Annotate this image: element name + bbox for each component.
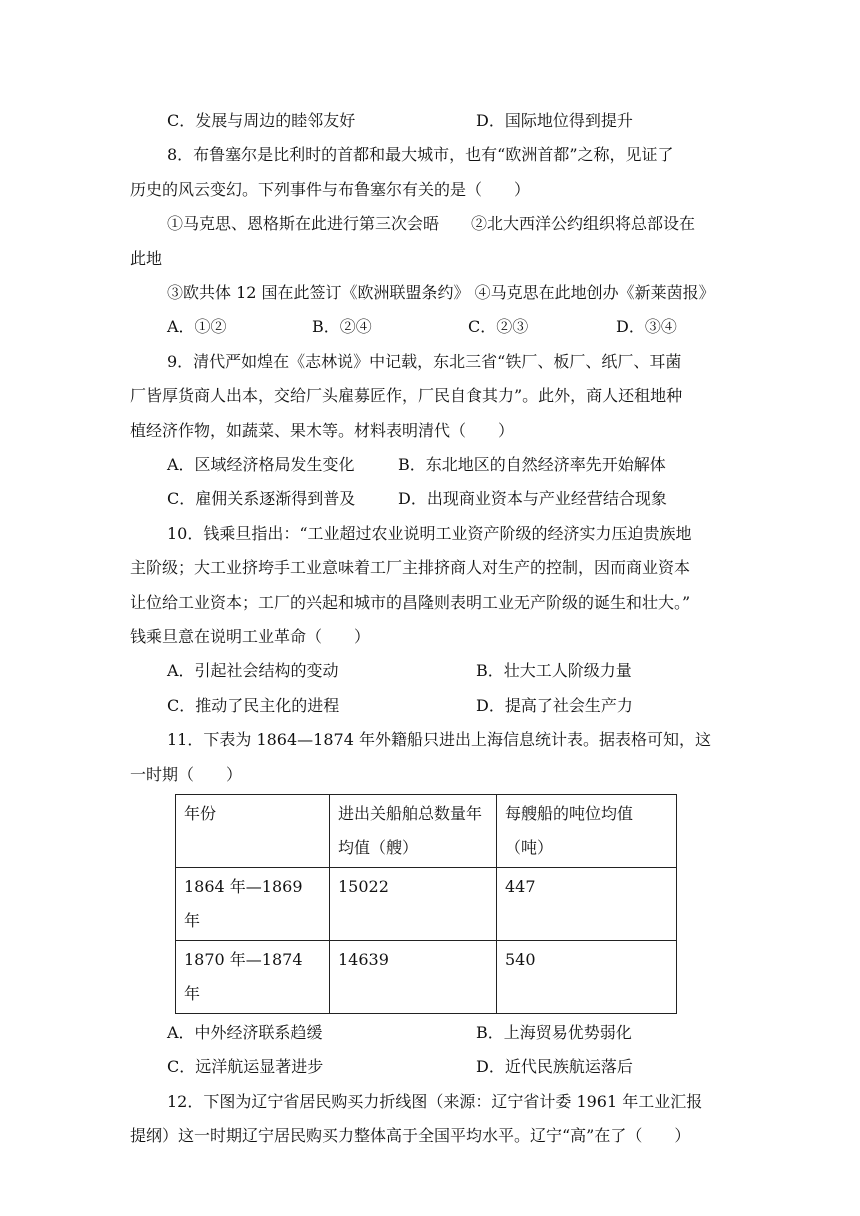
q7-choices-cd xyxy=(130,104,735,138)
q8-choices xyxy=(130,310,735,344)
shipping-stats-table xyxy=(175,794,677,1014)
q8-option-d[interactable]: D．③④ xyxy=(616,317,677,337)
q10-option-c[interactable]: C．推动了民主化的进程 xyxy=(167,695,340,715)
table-cell: 15022 xyxy=(330,868,497,941)
q10-choices-ab xyxy=(130,654,735,688)
q7-option-d[interactable]: D．国际地位得到提升 xyxy=(476,111,633,130)
q8-stem-line-1: 8．布鲁塞尔是比利时的首都和最大城市，也有“欧洲首都”之称，见证了 xyxy=(167,145,674,165)
table-cell: 14639 xyxy=(330,941,497,1014)
q9-option-c[interactable]: C．雇佣关系逐渐得到普及 xyxy=(167,489,356,509)
q8-option-b[interactable]: B．②④ xyxy=(312,317,372,337)
q9-option-a[interactable]: A．区域经济格局发生变化 xyxy=(167,455,355,475)
table-header-cell: 年份 xyxy=(176,795,330,868)
q9-stem-line-1: 9．清代严如煌在《志林说》中记载，东北三省“铁厂、板厂、纸厂、耳菌 xyxy=(167,351,682,371)
table-header-row xyxy=(176,795,677,868)
table-cell: 447 xyxy=(497,868,677,941)
q11-option-d[interactable]: D．近代民族航运落后 xyxy=(476,1057,633,1077)
q11-option-c[interactable]: C．远洋航运显著进步 xyxy=(167,1057,324,1077)
q8-items-line-2: 此地 xyxy=(130,248,163,268)
q8-items-line-1: ①马克思、恩格斯在此进行第三次会晤 ②北大西洋公约组织将总部设在 xyxy=(167,214,696,234)
table-header-cell: 进出关船舶总数量年均值（艘） xyxy=(330,795,497,868)
q11-stem-line-2: 一时期（ ） xyxy=(130,764,243,784)
q10-stem-line-2: 主阶级；大工业挤垮手工业意味着工厂主排挤商人对生产的控制，因而商业资本 xyxy=(130,558,691,578)
q9-choices-cd xyxy=(130,482,735,516)
q9-choices-ab xyxy=(130,448,735,482)
table-cell: 1864 年—1869 年 xyxy=(176,868,330,941)
q11-option-b[interactable]: B．上海贸易优势弱化 xyxy=(476,1023,632,1043)
q12-stem-line-1: 12．下图为辽宁省居民购买力折线图（来源：辽宁省计委 1961 年工业汇报 xyxy=(167,1091,703,1111)
q9-option-d[interactable]: D．出现商业资本与产业经营结合现象 xyxy=(398,489,667,509)
q11-choices-cd xyxy=(130,1050,735,1084)
page-content xyxy=(130,104,735,1154)
q10-option-d[interactable]: D．提高了社会生产力 xyxy=(476,695,633,715)
q10-stem-line-3: 让位给工业资本；工厂的兴起和城市的昌隆则表明工业无产阶级的诞生和壮大。” xyxy=(130,592,691,612)
q10-choices-cd xyxy=(130,689,735,723)
table-cell: 540 xyxy=(497,941,677,1014)
table-row xyxy=(176,868,677,941)
q10-option-a[interactable]: A．引起社会结构的变动 xyxy=(167,661,339,681)
q11-option-a[interactable]: A．中外经济联系趋缓 xyxy=(167,1023,323,1043)
q11-stem-line-1: 11．下表为 1864—1874 年外籍船只进出上海信息统计表。据表格可知，这 xyxy=(167,730,711,750)
q9-stem-line-3: 植经济作物，如蔬菜、果木等。材料表明清代（ ） xyxy=(130,420,515,440)
q8-items-line-3: ③欧共体 12 国在此签订《欧洲联盟条约》 ④马克思在此地创办《新莱茵报》 xyxy=(167,283,715,303)
q8-option-a[interactable]: A．①② xyxy=(167,317,227,337)
q10-stem-line-1: 10．钱乘旦指出：“工业超过农业说明工业资产阶级的经济实力压迫贵族地 xyxy=(167,523,692,543)
q8-option-c[interactable]: C．②③ xyxy=(468,317,529,337)
q12-stem-line-2: 提纲）这一时期辽宁居民购买力整体高于全国平均水平。辽宁“高”在了（ ） xyxy=(130,1126,691,1146)
q9-option-b[interactable]: B．东北地区的自然经济率先开始解体 xyxy=(398,455,666,475)
q11-choices-ab xyxy=(130,1016,735,1050)
q10-stem-line-4: 钱乘旦意在说明工业革命（ ） xyxy=(130,627,371,647)
table-header-cell: 每艘船的吨位均值（吨） xyxy=(497,795,677,868)
q10-option-b[interactable]: B．壮大工人阶级力量 xyxy=(476,661,632,681)
table-row xyxy=(176,941,677,1014)
q7-option-c[interactable]: C．发展与周边的睦邻友好 xyxy=(167,111,356,130)
table-cell: 1870 年—1874 年 xyxy=(176,941,330,1014)
q9-stem-line-2: 厂皆厚货商人出本，交给厂头雇募匠作，厂民自食其力”。此外，商人还租地种 xyxy=(130,386,683,406)
q8-stem-line-2: 历史的风云变幻。下列事件与布鲁塞尔有关的是（ ） xyxy=(130,179,531,199)
